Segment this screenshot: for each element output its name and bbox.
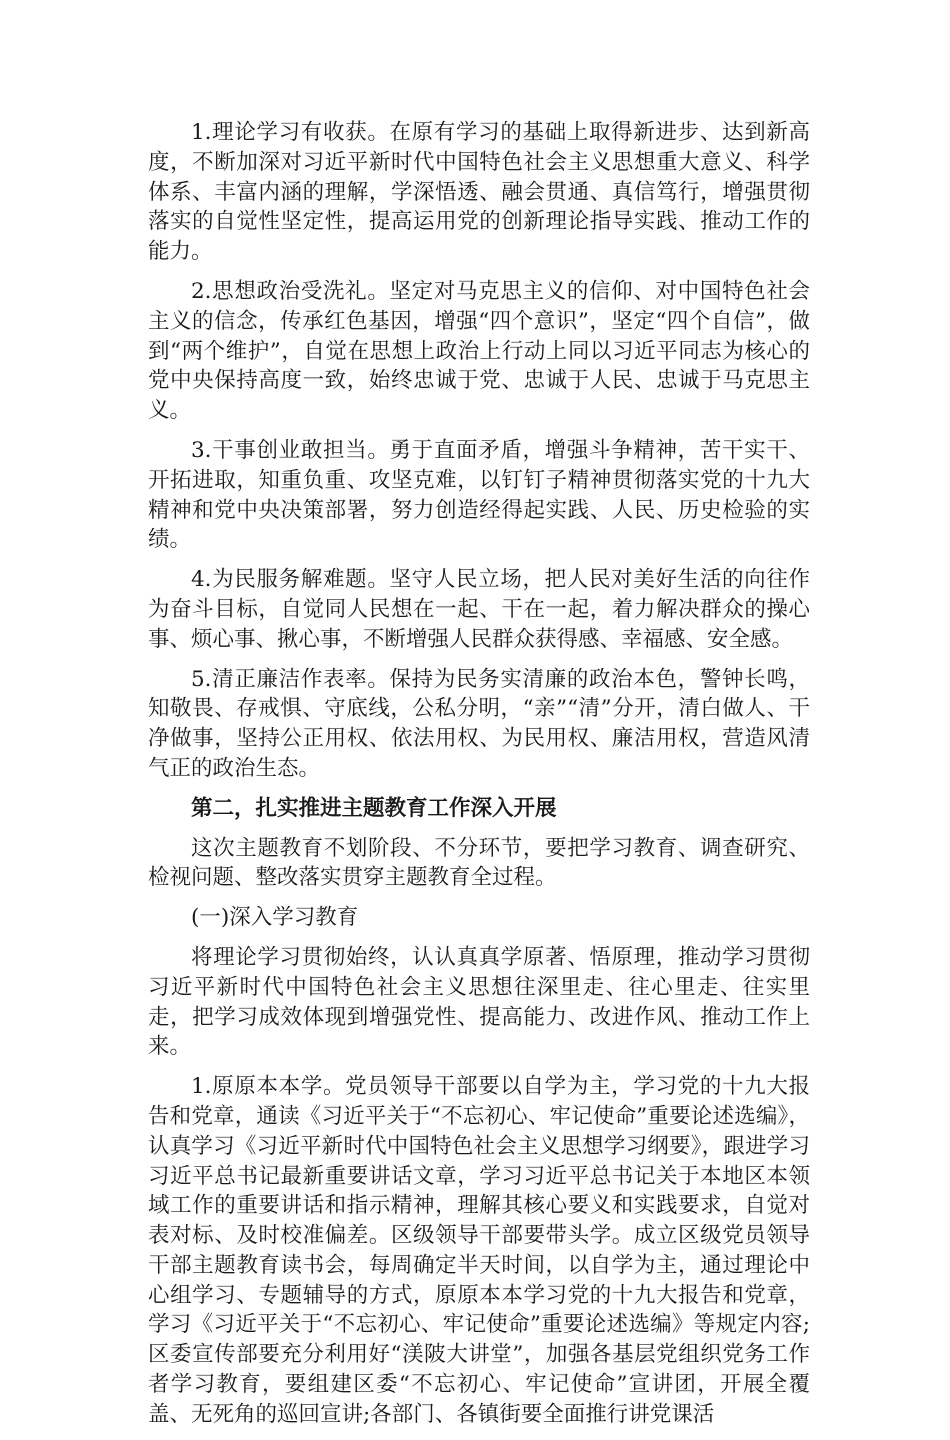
paragraph-read-originals: 1.原原本本学。党员领导干部要以自学为主，学习党的十九大报告和党章，通读《习近平关于“不忘初心、牢记使命”重要论述选编》，认真学习《习近平新时代中国特色社会主义思想学习纲要》，跟进学习习近平总书记最新重要讲话文章，学习习近平总书记关于本地区本领域工作的重要讲话和指示精神，理解其核心要义和实践要求，自觉对表对标、及时校准偏差。区级领导干部要带头学。成立区级党员领导干部主题教育读书会，每周确定半天时间，以自学为主，通过理论中心组学习、专题辅导的方式，原原本本学习党的十九大报告和党章，学习《习近平关于“不忘初心、牢记使命”重要论述选编》等规定内容;区委宣传部要充分利用好“渼陂大讲堂”，加强各基层党组织党务工作者学习教育，要组建区委“不忘初心、牢记使命”宣讲团，开展全覆盖、无死角的巡回宣讲;各部门、各镇街要全面推行讲党课活 — [148, 1074, 810, 1427]
document-page — [148, 118, 810, 1440]
paragraph-serve-people: 4.为民服务解难题。坚守人民立场，把人民对美好生活的向往作为奋斗目标，自觉同人民想在一起、干在一起，着力解决群众的操心事、烦心事、揪心事，不断增强人民群众获得感、幸福感、安全感。 — [148, 567, 810, 652]
paragraph-intro: 这次主题教育不划阶段、不分环节，要把学习教育、调查研究、检视问题、整改落实贯穿主题教育全过程。 — [148, 835, 810, 891]
subheading: (一)深入学习教育 — [191, 905, 359, 931]
paragraph-take-responsibility: 3.干事创业敢担当。勇于直面矛盾，增强斗争精神，苦干实干、开拓进取，知重负重、攻坚克难，以钉钉子精神贯彻落实党的十九大精神和党中央决策部署，努力创造经得起实践、人民、历史检验的实绩。 — [148, 437, 810, 553]
paragraph-ideological-baptism: 2.思想政治受洗礼。坚定对马克思主义的信仰、对中国特色社会主义的信念，传承红色基因，增强“四个意识”，坚定“四个自信”，做到“两个维护”，自觉在思想上政治上行动上同以习近平同志为核心的党中央保持高度一致，始终忠诚于党、忠诚于人民、忠诚于马克思主义。 — [148, 278, 811, 424]
paragraph-theory-study: 1.理论学习有收获。在原有学习的基础上取得新进步、达到新高度，不断加深对习近平新时代中国特色社会主义思想重大意义、科学体系、丰富内涵的理解，学深悟透、融会贯通、真信笃行，增强贯彻落实的自觉性坚定性，提高运用党的创新理论指导实践、推动工作的能力。 — [148, 120, 810, 265]
paragraph-theory-throughout: 将理论学习贯彻始终，认认真真学原著、悟原理，推动学习贯彻习近平新时代中国特色社会主义思想往深里走、往心里走、往实里走，把学习成效体现到增强党性、提高能力、改进作风、推动工作上来。 — [148, 944, 810, 1060]
paragraph-clean-integrity: 5.清正廉洁作表率。保持为民务实清廉的政治本色，警钟长鸣，知敬畏、存戒惧、守底线，公私分明，“亲”“清”分开，清白做人、干净做事，坚持公正用权、依法用权、为民用权、廉洁用权，营造风清气正的政治生态。 — [148, 666, 810, 781]
section-heading: 第二，扎实推进主题教育工作深入开展 — [191, 795, 557, 821]
